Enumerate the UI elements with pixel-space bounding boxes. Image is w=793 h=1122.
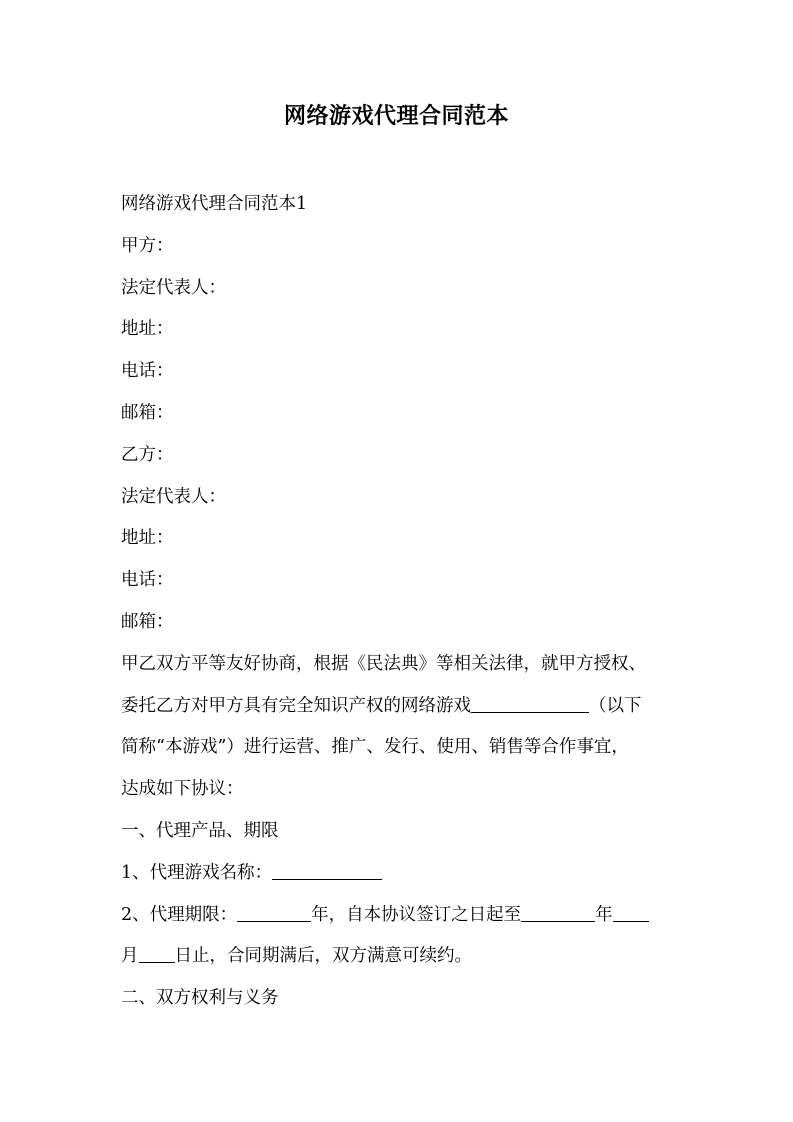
intro-line-2	[121, 686, 676, 728]
party-b-email: 邮箱：	[121, 611, 174, 632]
party-a-label: 甲方：	[121, 235, 174, 256]
item-1-label: 1、代理游戏名称：	[121, 862, 273, 883]
term-years-blank	[237, 902, 311, 921]
section-1-item-1	[121, 853, 676, 895]
party-b-label: 乙方：	[121, 444, 174, 465]
intro-line-3: 简称“本游戏”）进行运营、推广、发行、使用、销售等合作事宜，	[121, 737, 629, 758]
item-2-text-2: 年	[595, 904, 613, 925]
intro-line-2-suffix: （以下	[589, 695, 642, 716]
end-year-blank	[521, 902, 595, 921]
item-2-text-3: 月	[121, 946, 139, 967]
party-a-email: 邮箱：	[121, 402, 174, 423]
section-1-heading: 一、代理产品、期限	[121, 820, 279, 841]
intro-line-4: 达成如下协议：	[121, 779, 244, 800]
party-a-address: 地址：	[121, 319, 174, 340]
document-title: 网络游戏代理合同范本	[283, 103, 509, 129]
party-b-address: 地址：	[121, 528, 174, 549]
game-name-blank	[471, 693, 589, 712]
party-b-phone: 电话：	[121, 570, 174, 591]
party-b-rep: 法定代表人：	[121, 486, 226, 507]
agency-game-name-blank	[272, 860, 382, 879]
section-2-heading: 二、双方权利与义务	[121, 988, 279, 1009]
intro-line-2-text: 委托乙方对甲方具有完全知识产权的网络游戏	[121, 695, 471, 716]
party-a-phone: 电话：	[121, 361, 174, 382]
end-day-blank	[139, 944, 175, 963]
document-body	[121, 184, 676, 1020]
item-2-text-4: 日止，合同期满后，双方满意可续约。	[174, 946, 472, 967]
section-1-item-2-cont	[121, 936, 676, 978]
section-1-item-2	[121, 895, 676, 937]
item-2-label: 2、代理期限：	[121, 904, 238, 925]
contract-heading: 网络游戏代理合同范本1	[121, 194, 308, 214]
end-month-blank	[613, 902, 649, 921]
party-a-rep: 法定代表人：	[121, 277, 226, 298]
item-2-text-1: 年，自本协议签订之日起至	[311, 904, 522, 925]
intro-line-1: 甲乙双方平等友好协商，根据《民法典》等相关法律，就甲方授权、	[121, 653, 646, 674]
